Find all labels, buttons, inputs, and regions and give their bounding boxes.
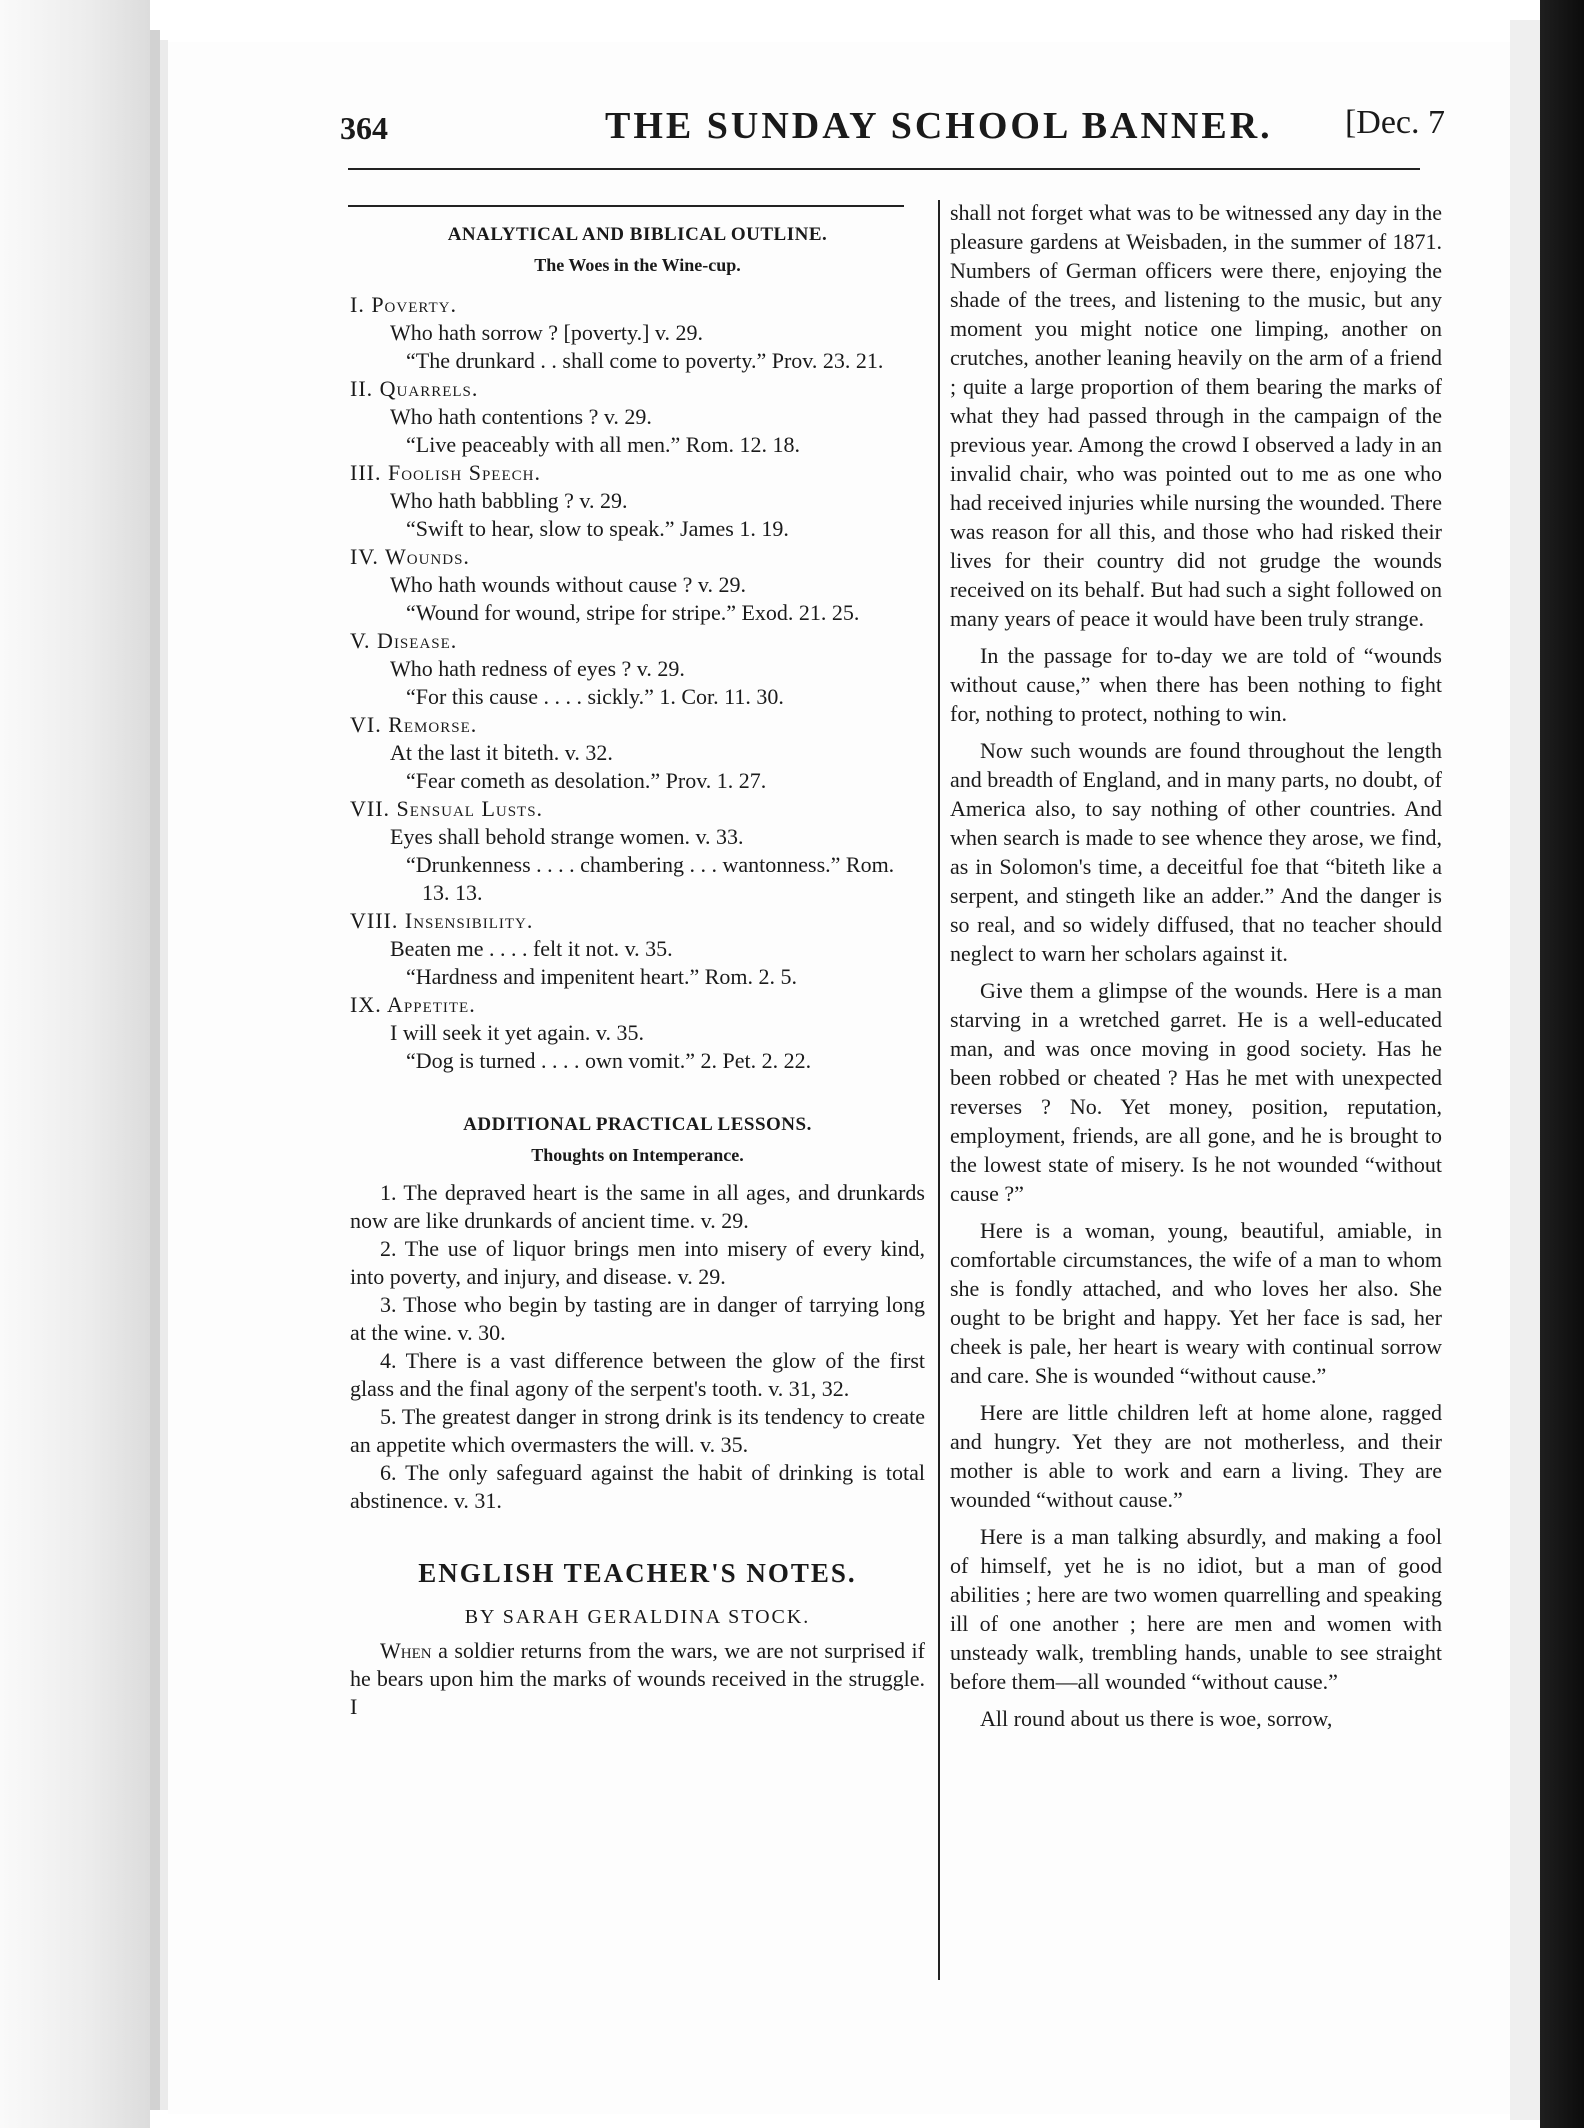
right-column (950, 198, 1442, 1741)
section-line: Who hath babbling ? v. 29. (390, 488, 628, 513)
page-edge (150, 30, 160, 2110)
intro-text: a soldier returns from the wars, we are not surprised if he bears upon him the marks of wounds received in the struggle. I (350, 1638, 925, 1719)
section-line: Beaten me . . . . felt it not. v. 35. (390, 936, 673, 961)
body-paragraph: All round about us there is woe, sorrow, (980, 1706, 1333, 1731)
outline-section (350, 543, 925, 627)
outline-section (350, 459, 925, 543)
section-title: V. Disease. (350, 628, 458, 653)
lessons-heading: ADDITIONAL PRACTICAL LESSONS. (463, 1114, 812, 1135)
section-title: VII. Sensual Lusts. (350, 796, 544, 821)
section-quote: “Swift to hear, slow to speak.” James 1. 19. (406, 516, 789, 541)
page-edge-right (1510, 20, 1540, 2120)
left-column (350, 215, 925, 1721)
body-paragraph: Now such wounds are found throughout the length and breadth of England, and in many parts, no doubt, of America also, to say nothing of other countries. And when search is made to see whence they arose, we find, as in Solomon's time, a deceitful foe that “biteth like a serpent, and stingeth like an adder.” And the danger is so real, and so widely diffused, that no teacher should neglect to warn her scholars against it. (950, 738, 1442, 966)
left-column-top-rule (348, 205, 904, 207)
outline-section (350, 375, 925, 459)
dark-background (1540, 0, 1584, 2128)
lessons-subheading: Thoughts on Intemperance. (531, 1145, 744, 1165)
body-paragraph: shall not forget what was to be witnessed any day in the pleasure gardens at Weisbaden, in the summer of 1871. Numbers of German officers were there, enjoying the shade of the trees, and listening to the music, but any moment you might notice one limping, another on crutches, another leaning heavily on the arm of a friend ; quite a large proportion of them bearing the marks of what they had passed through in the campaign of the previous year. Among the crowd I observed a lady in an invalid chair, who was pointed out to me as one who had received injuries while nursing the wounded. There was reason for all this, and those who had risked their lives for their country did not grudge the wounds received on its behalf. But had such a sight followed on many years of peace it would have been truly strange. (950, 200, 1442, 631)
section-title: VI. Remorse. (350, 712, 478, 737)
page-edge-inner (160, 40, 168, 2110)
section-line: I will seek it yet again. v. 35. (390, 1020, 644, 1045)
header-rule (348, 168, 1420, 170)
lesson-item: 5. The greatest danger in strong drink is its tendency to create an appetite which overmasters the will. v. 35. (350, 1404, 925, 1457)
book-spine (0, 0, 150, 2128)
column-divider (938, 200, 940, 1980)
section-title: II. Quarrels. (350, 376, 479, 401)
outline-section (350, 991, 925, 1075)
section-quote: “Wound for wound, stripe for stripe.” Exod. 21. 25. (406, 600, 860, 625)
body-paragraph: Here is a man talking absurdly, and making a fool of himself, yet he is no idiot, but a man of good abilities ; here are two women quarrelling and speaking ill of one another ; here are men and women with unsteady walk, trembling hands, unable to see straight before them—all wounded “without cause.” (950, 1524, 1442, 1694)
section-quote: “Hardness and impenitent heart.” Rom. 2. 5. (406, 964, 798, 989)
outline-section (350, 795, 925, 907)
notes-intro (350, 1637, 925, 1721)
outline-list (350, 291, 925, 1075)
outline-section (350, 627, 925, 711)
outline-section (350, 907, 925, 991)
section-title: VIII. Insensibility. (350, 908, 534, 933)
notes-heading: ENGLISH TEACHER'S NOTES. (418, 1558, 857, 1588)
section-title: IV. Wounds. (350, 544, 470, 569)
page-header (340, 104, 1445, 170)
section-quote: “Live peaceably with all men.” Rom. 12. 18. (406, 432, 801, 457)
section-line: Who hath sorrow ? [poverty.] v. 29. (390, 320, 704, 345)
section-quote: “Drunkenness . . . . chambering . . . wantonness.” Rom. 13. 13. (406, 852, 895, 905)
section-line: Eyes shall behold strange women. v. 33. (390, 824, 744, 849)
section-quote: “Fear cometh as desolation.” Prov. 1. 27. (406, 768, 767, 793)
section-quote: “For this cause . . . . sickly.” 1. Cor. 11. 30. (406, 684, 784, 709)
section-title: IX. Appetite. (350, 992, 476, 1017)
body-paragraph: In the passage for to-day we are told of “wounds without cause,” when there has been nothing to fight for, nothing to protect, nothing to win. (950, 643, 1442, 726)
section-quote: “The drunkard . . shall come to poverty.” Prov. 23. 21. (406, 348, 884, 373)
outline-section (350, 711, 925, 795)
section-line: At the last it biteth. v. 32. (390, 740, 613, 765)
section-line: Who hath wounds without cause ? v. 29. (390, 572, 747, 597)
section-quote: “Dog is turned . . . . own vomit.” 2. Pet. 2. 22. (406, 1048, 812, 1073)
body-paragraph: Here is a woman, young, beautiful, amiable, in comfortable circumstances, the wife of a man to whom she is fondly attached, and who loves her also. She ought to be bright and happy. Yet her face is sad, her cheek is pale, her heart is weary with continual sorrow and care. She is wounded “without cause.” (950, 1218, 1442, 1388)
section-line: Who hath contentions ? v. 29. (390, 404, 652, 429)
outline-heading: ANALYTICAL AND BIBLICAL OUTLINE. (447, 224, 828, 245)
section-title: I. Poverty. (350, 292, 457, 317)
section-title: III. Foolish Speech. (350, 460, 541, 485)
lesson-item: 2. The use of liquor brings men into misery of every kind, into poverty, and injury, and disease. v. 29. (350, 1236, 925, 1289)
lead-word: When (380, 1638, 432, 1663)
page-number: 364 (340, 110, 388, 146)
section-line: Who hath redness of eyes ? v. 29. (390, 656, 685, 681)
lessons-list (350, 1179, 925, 1515)
outline-subheading: The Woes in the Wine-cup. (534, 255, 741, 275)
lesson-item: 6. The only safeguard against the habit of drinking is total abstinence. v. 31. (350, 1460, 925, 1513)
author-byline: BY SARAH GERALDINA STOCK. (464, 1606, 811, 1628)
lesson-item: 1. The depraved heart is the same in all ages, and drunkards now are like drunkards of ancient time. v. 29. (350, 1180, 925, 1233)
body-paragraph: Give them a glimpse of the wounds. Here is a man starving in a wretched garret. He is a well-educated man, and was once moving in good society. Has he been robbed or cheated ? Has he met with unexpected reverses ? No. Yet money, position, reputation, employment, friends, are all gone, and he is brought to the lowest state of misery. Is he not wounded “without cause ?” (950, 978, 1442, 1206)
issue-date: [Dec. 7 (1344, 104, 1445, 141)
periodical-title: THE SUNDAY SCHOOL BANNER. (605, 105, 1273, 147)
lesson-item: 3. Those who begin by tasting are in danger of tarrying long at the wine. v. 30. (350, 1292, 925, 1345)
outline-section (350, 291, 925, 375)
body-paragraph: Here are little children left at home alone, ragged and hungry. Yet they are not motherless, and their mother is able to work and earn a living. They are wounded “without cause.” (950, 1400, 1442, 1512)
lesson-item: 4. There is a vast difference between the glow of the first glass and the final agony of the serpent's tooth. v. 31, 32. (350, 1348, 925, 1401)
